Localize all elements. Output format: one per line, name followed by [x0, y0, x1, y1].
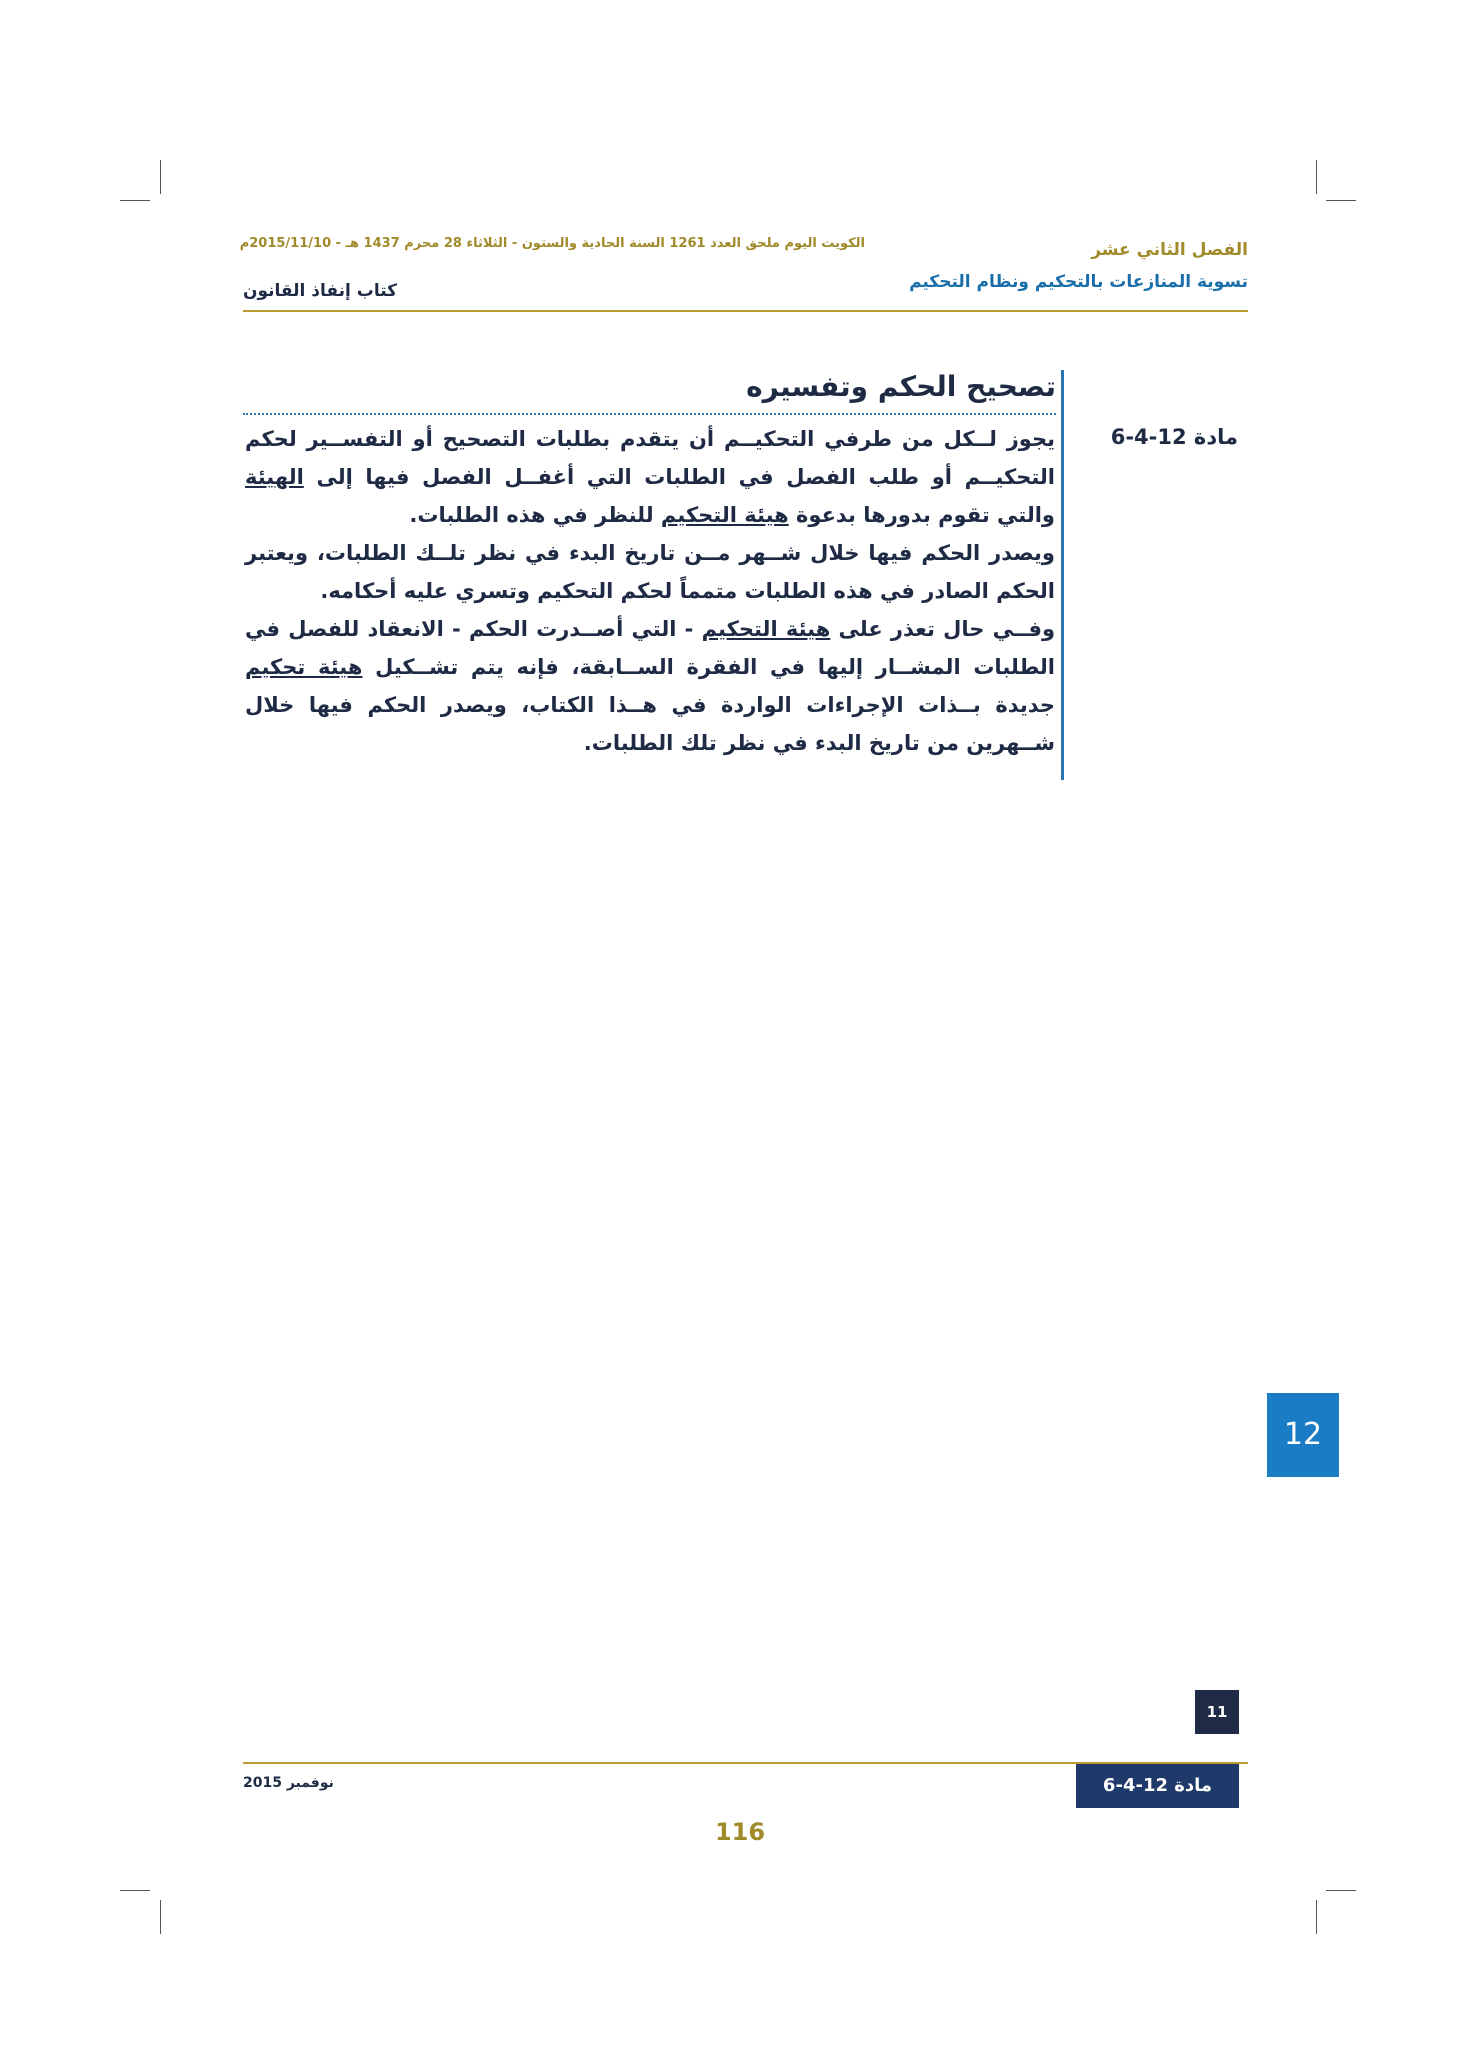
crop-mark — [160, 1900, 161, 1934]
crop-mark — [1326, 1890, 1356, 1891]
book-title: كتاب إنفاذ القانون — [243, 281, 398, 301]
article-body — [245, 420, 1055, 762]
page-number-box: 11 — [1195, 1690, 1239, 1734]
crop-mark — [1326, 200, 1356, 201]
article-label: مادة 12-4-6 — [1110, 425, 1238, 449]
underlined-term: هيئة التحكيم — [701, 617, 831, 641]
paragraph: يجوز لــكل من طرفي التحكيــم أن يتقدم بطلبات التصحيح أو التفســير لحكم التحكيــم أو طلب الفصل في الطلبات التي أغفــل الفصل فيها إلى الهيئة والتي تقوم بدورها بدعوة هيئة التحكيم للنظر في هذه الطلبات. — [245, 427, 1055, 527]
crop-mark — [120, 1890, 150, 1891]
crop-mark — [160, 160, 161, 194]
chapter-tab: 12 — [1267, 1393, 1339, 1477]
header-divider — [243, 310, 1248, 312]
gazette-line: الكويت اليوم ملحق العدد 1261 السنة الحادية والستون - الثلاثاء 28 محرم 1437 هـ - 2015/11/10م — [239, 236, 865, 251]
chapter-subtitle: تسوية المنازعات بالتحكيم ونظام التحكيم — [909, 272, 1248, 292]
underlined-term: هيئة التحكيم — [660, 503, 789, 527]
article-vertical-rule — [1061, 370, 1064, 780]
section-title: تصحيح الحكم وتفسيره — [746, 370, 1056, 403]
crop-mark — [1316, 1900, 1317, 1934]
paragraph: وفــي حال تعذر على هيئة التحكيم - التي أصــدرت الحكم - الانعقاد للفصل في الطلبات المشــار إليها في الفقرة الســابقة، فإنه يتم تشــكيل هيئة تحكيم جديدة بــذات الإجراءات الواردة في هــذا الكتاب، ويصدر الحكم فيها خلال شــهرين من تاريخ البدء في نظر تلك الطلبات. — [245, 617, 1055, 755]
crop-mark — [120, 200, 150, 201]
dotted-divider — [243, 413, 1056, 415]
underlined-term: هيئة تحكيم — [245, 655, 363, 679]
footer-date: نوفمبر 2015 — [243, 1775, 334, 1791]
crop-mark — [1316, 160, 1317, 194]
paragraph: ويصدر الحكم فيها خلال شــهر مــن تاريخ البدء في نظر تلــك الطلبات، ويعتبر الحكم الصادر في هذه الطلبات متمماً لحكم التحكيم وتسري عليه أحكامه. — [245, 541, 1055, 603]
folio-number: 116 — [714, 1818, 766, 1846]
footer-article-label: مادة 12-4-6 — [1076, 1764, 1239, 1808]
underlined-term: الهيئة — [245, 465, 304, 489]
chapter-title: الفصل الثاني عشر — [1091, 240, 1248, 260]
